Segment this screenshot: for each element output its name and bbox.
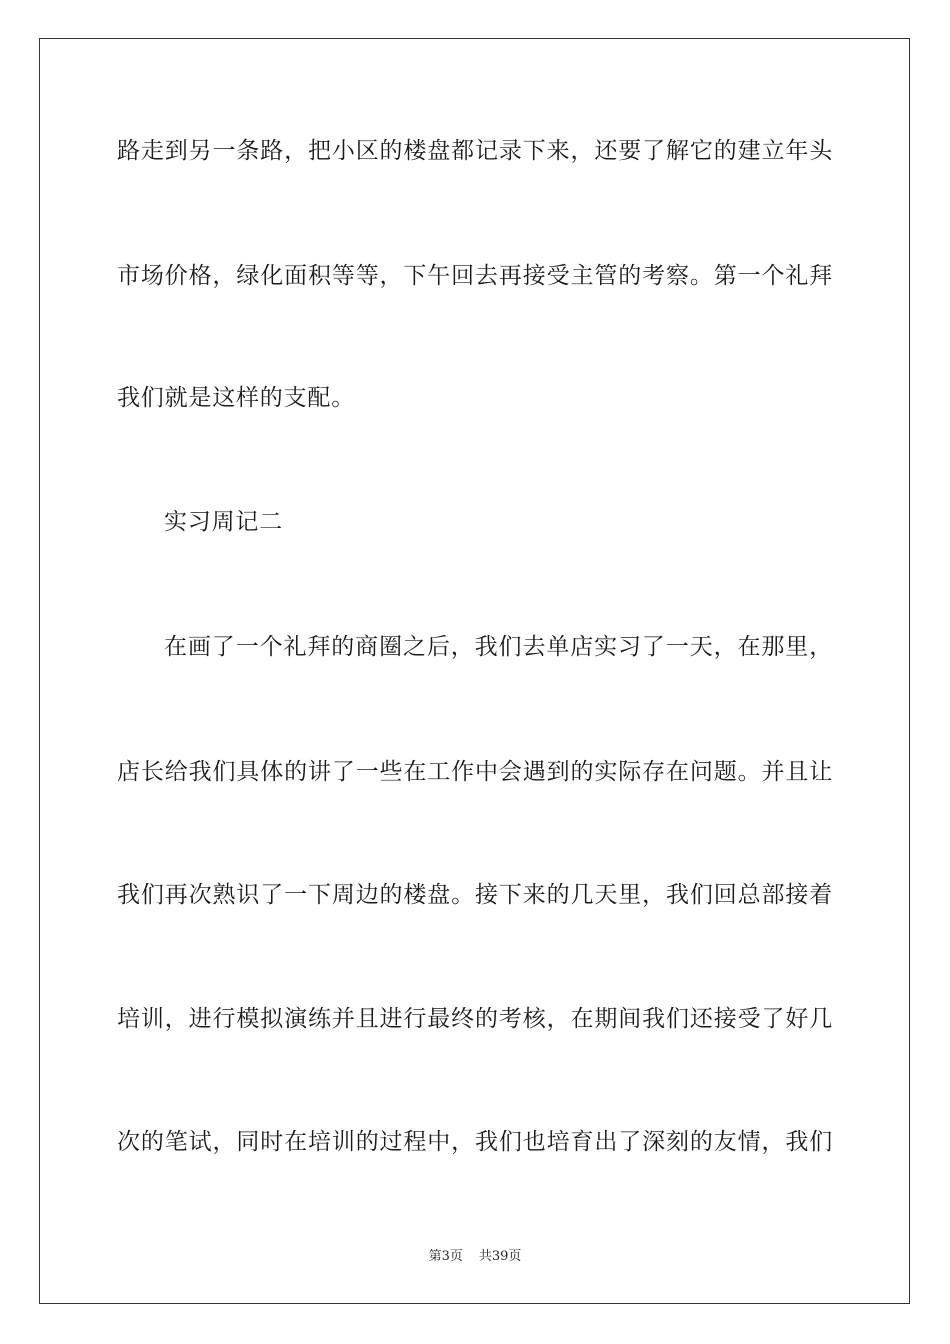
section-heading: 实习周记二 — [164, 509, 283, 535]
page-footer — [0, 1248, 950, 1266]
page-border — [39, 38, 910, 1304]
body-text-line: 市场价格，绿化面积等等，下午回去再接受主管的考察。第一个礼拜 — [117, 263, 833, 289]
body-text-line: 路走到另一条路，把小区的楼盘都记录下来，还要了解它的建立年头 — [117, 138, 833, 164]
body-text-line: 培训，进行模拟演练并且进行最终的考核，在期间我们还接受了好几 — [117, 1006, 833, 1032]
body-text-line: 次的笔试，同时在培训的过程中，我们也培育出了深刻的友情，我们 — [117, 1129, 833, 1155]
paragraph-first-line: 在画了一个礼拜的商圈之后，我们去单店实习了一天，在那里， — [164, 634, 833, 660]
page-total: 共39页 — [478, 1249, 522, 1264]
page-number: 第3页 — [428, 1249, 463, 1264]
body-text-line: 店长给我们具体的讲了一些在工作中会遇到的实际存在问题。并且让 — [117, 759, 833, 785]
body-text-line: 我们就是这样的支配。 — [117, 385, 355, 411]
body-text-line: 我们再次熟识了一下周边的楼盘。接下来的几天里，我们回总部接着 — [117, 882, 833, 908]
